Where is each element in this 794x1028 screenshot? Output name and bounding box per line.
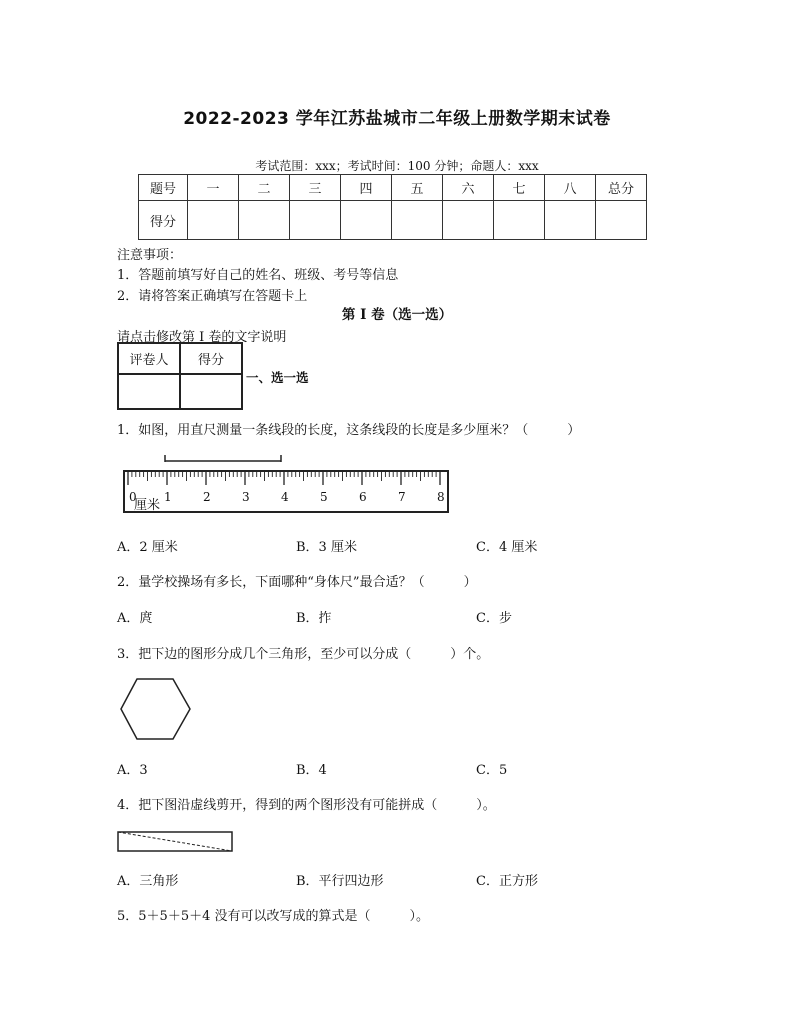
score-row-label: 得分 [139,201,188,240]
grader-cell[interactable] [180,374,242,409]
cut-dashed-line [118,832,232,851]
hexagon-shape [121,679,190,739]
score-header-cell: 题号 [139,175,188,201]
question-3: 3．把下边的图形分成几个三角形，至少可以分成（ ）个。 [117,647,490,662]
q2-option-c[interactable]: C．步 [476,611,512,626]
score-cell[interactable] [545,201,596,240]
q3-option-c[interactable]: C．5 [476,763,508,778]
exam-title: 2022-2023 学年江苏盐城市二年级上册数学期末试卷 [183,109,611,129]
question-5: 5．5＋5＋5＋4 没有可以改写成的算式是（ ）。 [117,909,429,924]
q4-option-c[interactable]: C．正方形 [476,874,538,889]
score-header-cell: 一 [188,175,239,201]
score-cell[interactable] [392,201,443,240]
section-title: 第 I 卷（选一选） [341,307,453,323]
ruler-figure [120,455,450,515]
grader-header: 评卷人 [118,343,180,374]
ruler-tick-label: 5 [320,490,328,504]
q1-option-a[interactable]: A．2 厘米 [117,540,178,555]
exam-subtitle: 考试范围：xxx；考试时间：100 分钟；命题人：xxx [255,159,539,173]
ruler-tick-label: 3 [242,490,250,504]
score-header-cell: 五 [392,175,443,201]
score-table [138,174,647,240]
ruler-tick-label: 6 [359,490,367,504]
q2-option-a[interactable]: A．庹 [117,611,153,626]
grader-cell[interactable] [118,374,180,409]
score-cell[interactable] [443,201,494,240]
score-cell[interactable] [341,201,392,240]
ruler-tick-label: 0 [129,490,137,504]
score-header-cell: 八 [545,175,596,201]
q1-option-c[interactable]: C．4 厘米 [476,540,538,555]
question-4: 4．把下图沿虚线剪开，得到的两个图形没有可能拼成（ ）。 [117,798,496,813]
ruler-tick-label: 2 [203,490,211,504]
note-item: 1．答题前填写好自己的姓名、班级、考号等信息 [117,268,399,283]
score-header-cell: 六 [443,175,494,201]
score-header-cell: 总分 [596,175,647,201]
part-title: 一、选一选 [246,370,309,385]
ruler-tick-label: 1 [164,490,172,504]
grader-table [117,342,243,410]
score-cell[interactable] [290,201,341,240]
q3-option-b[interactable]: B．4 [296,763,327,778]
ruler-tick-label: 7 [398,490,406,504]
question-2: 2．量学校操场有多长，下面哪种“身体尺”最合适？（ ） [117,575,477,590]
score-cell[interactable] [494,201,545,240]
score-cell[interactable] [596,201,647,240]
q1-option-b[interactable]: B．3 厘米 [296,540,357,555]
q4-option-b[interactable]: B．平行四边形 [296,874,384,889]
score-cell[interactable] [239,201,290,240]
ruler-unit: 厘米 [134,498,161,513]
q3-option-a[interactable]: A．3 [117,763,148,778]
hexagon-figure [119,677,195,743]
section-description[interactable]: 请点击修改第 I 卷的文字说明 [117,330,287,345]
score-header-cell: 三 [290,175,341,201]
notes-heading: 注意事项： [117,248,183,263]
q2-option-b[interactable]: B．拃 [296,611,332,626]
note-item: 2．请将答案正确填写在答题卡上 [117,289,308,304]
ruler-tick-label: 8 [437,490,445,504]
q4-option-a[interactable]: A．三角形 [117,874,179,889]
score-cell[interactable] [188,201,239,240]
ruler-tick-label: 4 [281,490,289,504]
grader-header: 得分 [180,343,242,374]
rectangle-cut-figure [116,830,236,854]
score-header-cell: 二 [239,175,290,201]
score-header-cell: 四 [341,175,392,201]
score-header-cell: 七 [494,175,545,201]
question-1: 1．如图，用直尺测量一条线段的长度，这条线段的长度是多少厘米？（ ） [117,423,581,438]
